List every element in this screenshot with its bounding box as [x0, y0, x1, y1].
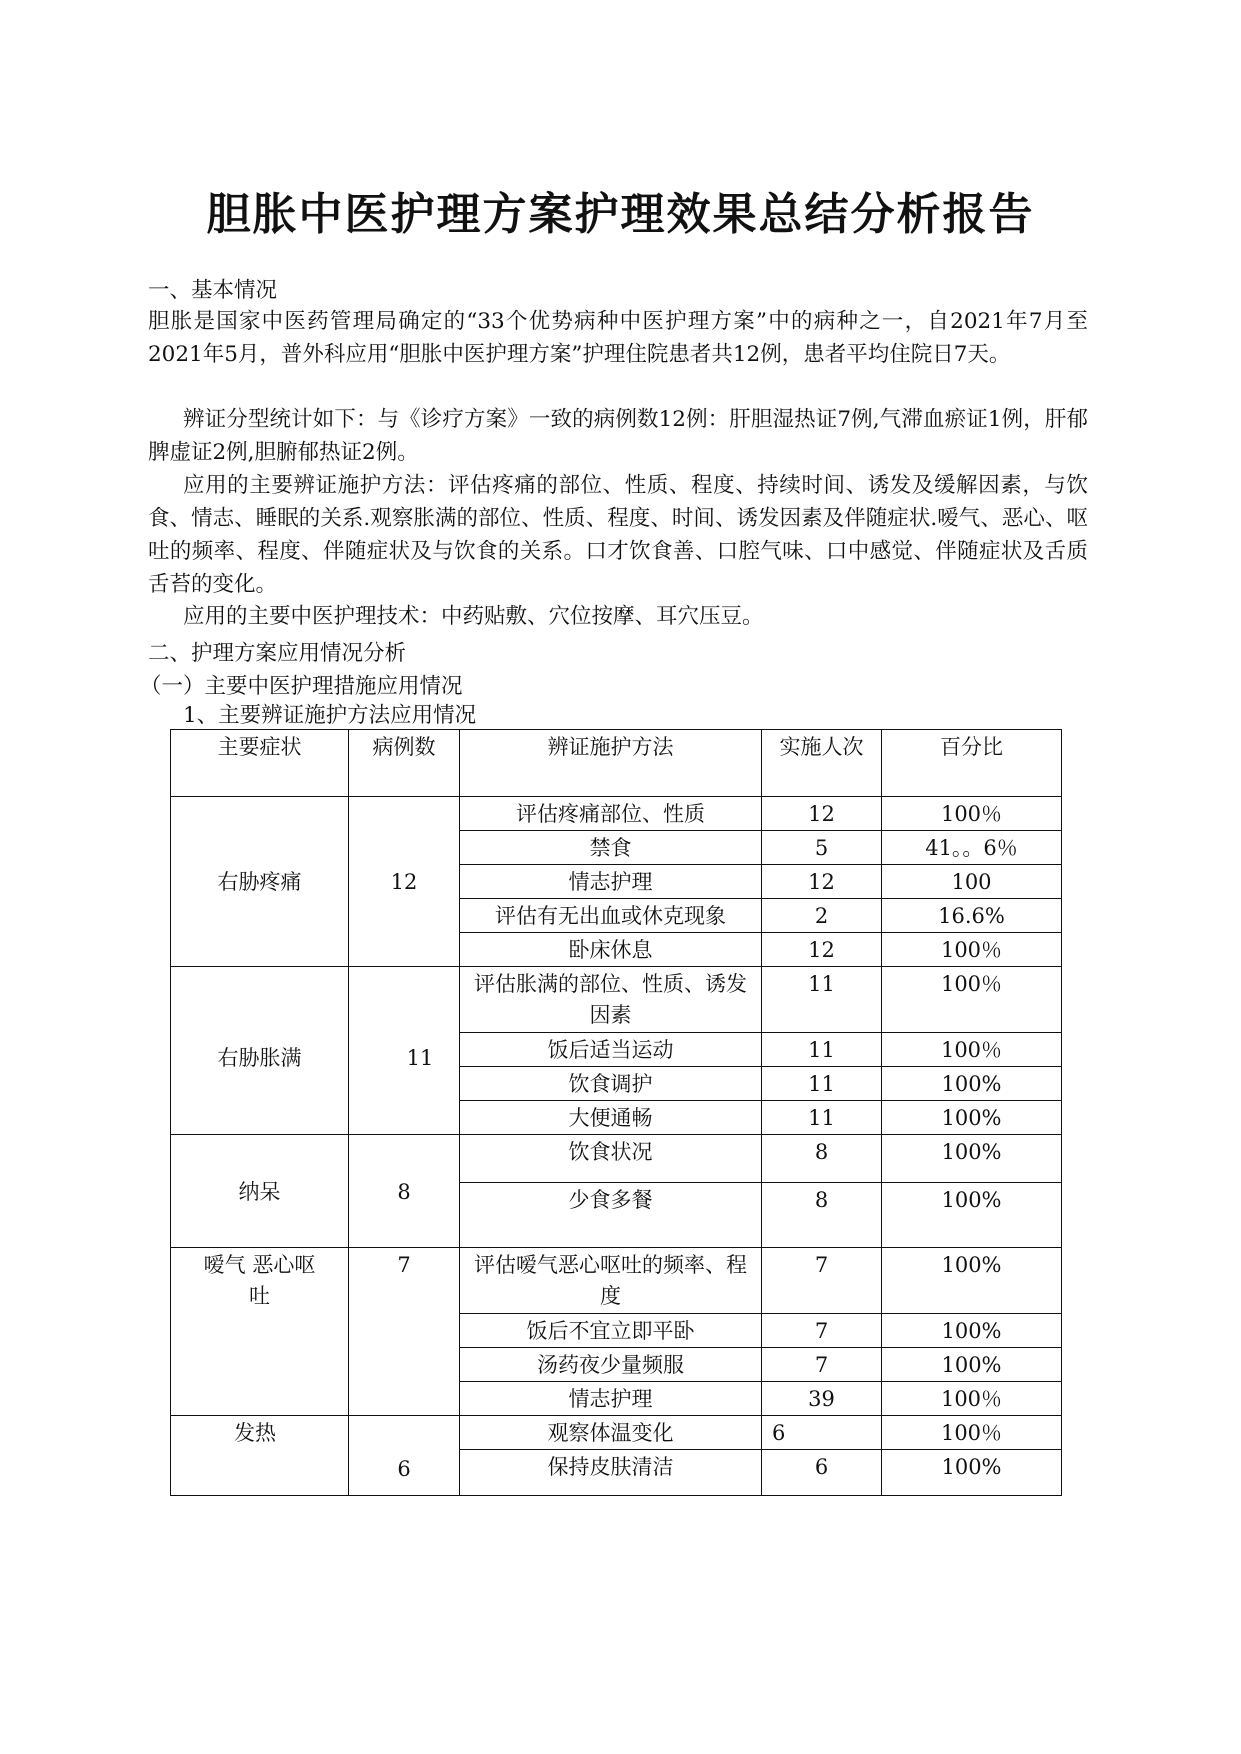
- method-cell: 饭后适当运动: [460, 1033, 762, 1067]
- percent-cell: 100％: [882, 797, 1062, 831]
- method-cell: 少食多餐: [460, 1183, 762, 1248]
- paragraph-nursing-techniques: 应用的主要中医护理技术：中药贴敷、穴位按摩、耳穴压豆。: [183, 604, 764, 629]
- method-cell: 评估有无出血或休克现象: [460, 899, 762, 933]
- paragraph-syndrome-stats: 辨证分型统计如下：与《诊疗方案》一致的病例数12例：肝胆湿热证7例,气滞血瘀证1例，肝郁脾虚证2例,胆腑郁热证2例。: [148, 407, 1088, 465]
- symptom-cell: 右胁胀满: [171, 967, 349, 1135]
- count-cell: 7: [762, 1314, 882, 1348]
- method-cell: 情志护理: [460, 1382, 762, 1416]
- cases-cell: 11: [349, 967, 460, 1135]
- percent-cell: 100: [882, 865, 1062, 899]
- percent-cell: 100%: [882, 1135, 1062, 1183]
- subsection-heading: （一）主要中医护理措施应用情况: [140, 674, 463, 699]
- header-cases: 病例数: [349, 730, 460, 797]
- cases-cell: 8: [349, 1135, 460, 1248]
- count-cell: 11: [762, 1067, 882, 1101]
- sub-subsection-heading: 1、主要辨证施护方法应用情况: [183, 703, 477, 728]
- percent-cell: 41。。6％: [882, 831, 1062, 865]
- method-cell: 汤药夜少量频服: [460, 1348, 762, 1382]
- percent-cell: 100%: [882, 1101, 1062, 1135]
- count-cell: 6: [762, 1416, 882, 1450]
- header-percent: 百分比: [882, 730, 1062, 797]
- method-cell: 大便通畅: [460, 1101, 762, 1135]
- cases-cell: 7: [349, 1248, 460, 1416]
- percent-cell: 16.6%: [882, 899, 1062, 933]
- symptom-cell: 发热: [171, 1416, 349, 1496]
- cases-cell: 6: [349, 1416, 460, 1496]
- method-cell: 保持皮肤清洁: [460, 1450, 762, 1496]
- method-cell: 饭后不宜立即平卧: [460, 1314, 762, 1348]
- count-cell: 5: [762, 831, 882, 865]
- symptom-cell: 右胁疼痛: [171, 797, 349, 967]
- paragraph-nursing-methods: 应用的主要辨证施护方法：评估疼痛的部位、性质、程度、持续时间、诱发及缓解因素，与饮食、情志、睡眠的关系.观察胀满的部位、性质、程度、时间、诱发因素及伴随症状.嗳气、恶心、呕吐的频率、程度、伴随症状及与饮食的关系。口才饮食善、口腔气味、口中感觉、伴随症状及舌质舌苔的变化。: [148, 473, 1088, 597]
- cases-cell: 12: [349, 797, 460, 967]
- count-cell: 11: [762, 1033, 882, 1067]
- count-cell: 11: [762, 967, 882, 1033]
- paragraph-basic-info: 胆胀是国家中医药管理局确定的“33个优势病种中医护理方案”中的病种之一，自2021年7月至2021年5月，普外科应用“胆胀中医护理方案”护理住院患者共12例，患者平均住院日7天。: [148, 309, 1088, 367]
- method-cell: 评估胀满的部位、性质、诱发因素: [460, 967, 762, 1033]
- header-count: 实施人次: [762, 730, 882, 797]
- count-cell: 8: [762, 1183, 882, 1248]
- percent-cell: 100%: [882, 1248, 1062, 1314]
- percent-cell: 100%: [882, 1450, 1062, 1496]
- count-cell: 2: [762, 899, 882, 933]
- page-title: 胆胀中医护理方案护理效果总结分析报告: [206, 189, 1035, 240]
- percent-cell: 100％: [882, 933, 1062, 967]
- table-row: [171, 1416, 1062, 1450]
- table-row: [171, 1248, 1062, 1314]
- method-cell: 评估嗳气恶心呕吐的频率、程度: [460, 1248, 762, 1314]
- percent-cell: 100%: [882, 1183, 1062, 1248]
- symptom-cell: 纳呆: [171, 1135, 349, 1248]
- method-cell: 禁食: [460, 831, 762, 865]
- count-cell: 6: [762, 1450, 882, 1496]
- method-cell: 观察体温变化: [460, 1416, 762, 1450]
- method-cell: 饮食状况: [460, 1135, 762, 1183]
- count-cell: 7: [762, 1348, 882, 1382]
- symptom-cell: 嗳气 恶心呕吐: [171, 1248, 349, 1416]
- table-row: [171, 967, 1062, 1033]
- count-cell: 12: [762, 797, 882, 831]
- percent-cell: 100%: [882, 1348, 1062, 1382]
- count-cell: 12: [762, 865, 882, 899]
- header-method: 辨证施护方法: [460, 730, 762, 797]
- count-cell: 39: [762, 1382, 882, 1416]
- nursing-methods-table: [170, 729, 1062, 1496]
- count-cell: 7: [762, 1248, 882, 1314]
- section-2-heading: 二、护理方案应用情况分析: [148, 641, 407, 666]
- method-cell: 卧床休息: [460, 933, 762, 967]
- count-cell: 8: [762, 1135, 882, 1183]
- method-cell: 情志护理: [460, 865, 762, 899]
- percent-cell: 100%: [882, 1067, 1062, 1101]
- method-cell: 饮食调护: [460, 1067, 762, 1101]
- percent-cell: 100％: [882, 1033, 1062, 1067]
- section-1-heading: 一、基本情况: [148, 278, 278, 303]
- percent-cell: 100%: [882, 1314, 1062, 1348]
- header-symptom: 主要症状: [171, 730, 349, 797]
- table-row: [171, 1135, 1062, 1183]
- percent-cell: 100％: [882, 1382, 1062, 1416]
- percent-cell: 100％: [882, 967, 1062, 1033]
- count-cell: 12: [762, 933, 882, 967]
- percent-cell: 100％: [882, 1416, 1062, 1450]
- method-cell: 评估疼痛部位、性质: [460, 797, 762, 831]
- table-header-row: [171, 730, 1062, 797]
- table-row: [171, 797, 1062, 831]
- count-cell: 11: [762, 1101, 882, 1135]
